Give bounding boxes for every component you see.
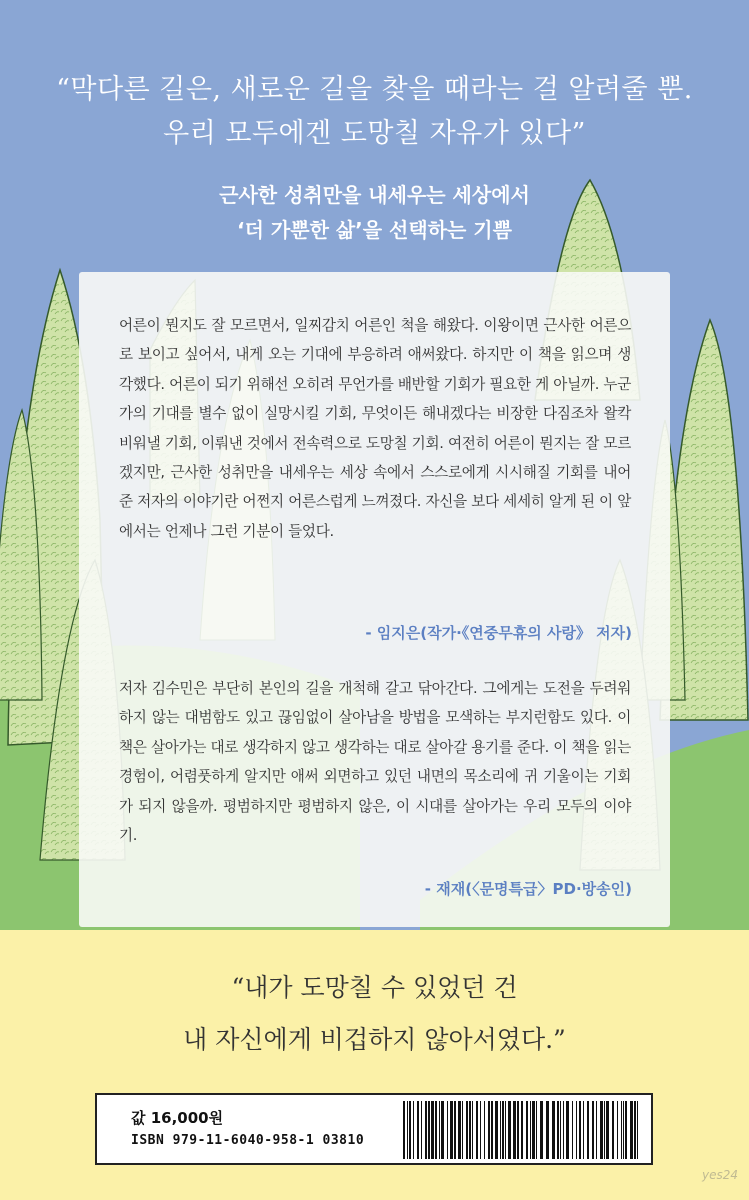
barcode-bar: [466, 1101, 468, 1159]
barcode-bar: [563, 1101, 564, 1159]
barcode-bar: [530, 1101, 531, 1159]
barcode-bar: [546, 1101, 549, 1159]
barcode-bar: [612, 1101, 614, 1159]
barcode-bar: [425, 1101, 427, 1159]
barcode-bar: [502, 1101, 504, 1159]
barcode-bar: [413, 1101, 414, 1159]
barcode-bar: [600, 1101, 603, 1159]
barcode-bar: [421, 1101, 422, 1159]
barcode-bar: [447, 1101, 448, 1159]
top-quote-line-2: 우리 모두에겐 도망칠 자유가 있다”: [163, 118, 586, 149]
barcode-bar: [462, 1101, 463, 1159]
barcode-bar: [428, 1101, 430, 1159]
barcode-bar: [540, 1101, 543, 1159]
barcode-bar: [500, 1101, 501, 1159]
barcode-box: [95, 1093, 653, 1165]
barcode-bar: [596, 1101, 597, 1159]
barcode-bar: [536, 1101, 537, 1159]
review-1-text: 어른이 뭔지도 잘 모르면서, 일찌감치 어른인 척을 해왔다. 이왕이면 근사한 어른으로 보이고 싶어서, 내게 오는 기대에 부응하려 애써왔다. 하지만 이 책을 읽으며 생각했다. 어른이 되기 위해선 오히려 무언가를 배반할 기회가 필요한 게 아닐까. 누군가의 기대를 별수 없이 실망시킬 기회, 무엇이든 해내겠다는 비장한 다짐조차 왈칵 비워낼 기회, 이뤄낸 것에서 전속력으로 도망칠 기회. 여전히 어른이 뭔지는 잘 모르겠지만, 근사한 성취만을 내세우는 세상 속에서 스스로에게 시시해질 기회를 내어준 저자의 이야기란 어쩐지 어른스럽게 느껴졌다. 자신을 보다 세세히 알게 된 이 앞에서는 언제나 그런 기분이 들었다.: [119, 317, 631, 540]
barcode-bar: [431, 1101, 434, 1159]
barcode-bar: [634, 1101, 636, 1159]
barcode-bar: [532, 1101, 535, 1159]
barcode-bar: [566, 1101, 569, 1159]
bottom-quote-line-1: “내가 도망칠 수 있었던 건: [231, 973, 518, 1002]
subtitle-line-2: ‘더 가뿐한 삶’을 선택하는 기쁨: [237, 218, 512, 242]
review-2-text: 저자 김수민은 부단히 본인의 길을 개척해 갈고 닦아간다. 그에게는 도전을 두려워하지 않는 대범함도 있고 끊임없이 살아남을 방법을 모색하는 부지런함도 있다. 이 책은 살아가는 대로 생각하지 않고 생각하는 대로 살아갈 용기를 준다. 이 책을 읽는 경험이, 어렴풋하게 알지만 애써 외면하고 있던 내면의 목소리에 귀 기울이는 기회가 되지 않을까. 평범하지만 평범하지 않은, 이 시대를 살아가는 우리 모두의 이야기.: [119, 680, 631, 845]
top-quote-line-1: “막다른 길은, 새로운 길을 찾을 때라는 걸 알려줄 뿐.: [56, 74, 693, 105]
barcode-bar: [454, 1101, 456, 1159]
barcode-bar: [552, 1101, 555, 1159]
bottom-quote: [0, 962, 749, 1066]
barcode-bar: [521, 1101, 523, 1159]
barcode-bar: [623, 1101, 624, 1159]
barcode-bar: [476, 1101, 478, 1159]
review-1-attribution: - 임지은(작가·《연중무휴의 사랑》 저자): [365, 624, 632, 642]
barcode-bar: [484, 1101, 485, 1159]
price-label: 값 16,000원: [131, 1109, 224, 1127]
barcode-bar: [472, 1101, 473, 1159]
barcode-bar: [403, 1101, 405, 1159]
bottom-quote-line-2: 내 자신에게 비겁하지 않아서였다.”: [183, 1025, 566, 1054]
barcode-bar: [513, 1101, 516, 1159]
review-panel: [79, 272, 670, 927]
barcode-bar: [617, 1101, 618, 1159]
subtitle-line-1: 근사한 성취만을 내세우는 세상에서: [219, 183, 530, 207]
barcode-bar: [441, 1101, 444, 1159]
barcode-bar: [604, 1101, 605, 1159]
barcode-bar: [491, 1101, 493, 1159]
barcode-bar: [488, 1101, 490, 1159]
barcode-bar: [587, 1101, 589, 1159]
barcode-bar: [439, 1101, 440, 1159]
barcode-bar: [409, 1101, 411, 1159]
barcode-bar: [579, 1101, 581, 1159]
barcode-bar: [517, 1101, 519, 1159]
barcode-bar: [630, 1101, 633, 1159]
barcode-bar: [625, 1101, 627, 1159]
barcode-bar: [560, 1101, 561, 1159]
barcode-bar: [606, 1101, 609, 1159]
barcode-bar: [508, 1101, 511, 1159]
barcode-bar: [621, 1101, 622, 1159]
watermark: yes24: [702, 1168, 739, 1182]
barcode-bar: [469, 1101, 471, 1159]
barcode-bar: [637, 1101, 638, 1159]
barcode-bar: [576, 1101, 577, 1159]
barcode-bar: [505, 1101, 506, 1159]
barcode-bar: [526, 1101, 528, 1159]
isbn-label: ISBN 979-11-6040-958-1 03810: [131, 1133, 365, 1148]
barcode-bar: [572, 1101, 573, 1159]
barcode-bar: [417, 1101, 419, 1159]
barcode-bar: [480, 1101, 481, 1159]
barcode-bar: [407, 1101, 408, 1159]
barcode-bar: [557, 1101, 559, 1159]
barcode-bar: [458, 1101, 461, 1159]
barcode-bar: [583, 1101, 584, 1159]
barcode-bar: [435, 1101, 437, 1159]
barcode-bar: [495, 1101, 498, 1159]
barcode-bar: [450, 1101, 453, 1159]
barcode-bars: [403, 1101, 643, 1159]
barcode-bar: [592, 1101, 594, 1159]
review-2-attribution: - 재재(〈문명특급〉PD·방송인): [424, 880, 632, 898]
